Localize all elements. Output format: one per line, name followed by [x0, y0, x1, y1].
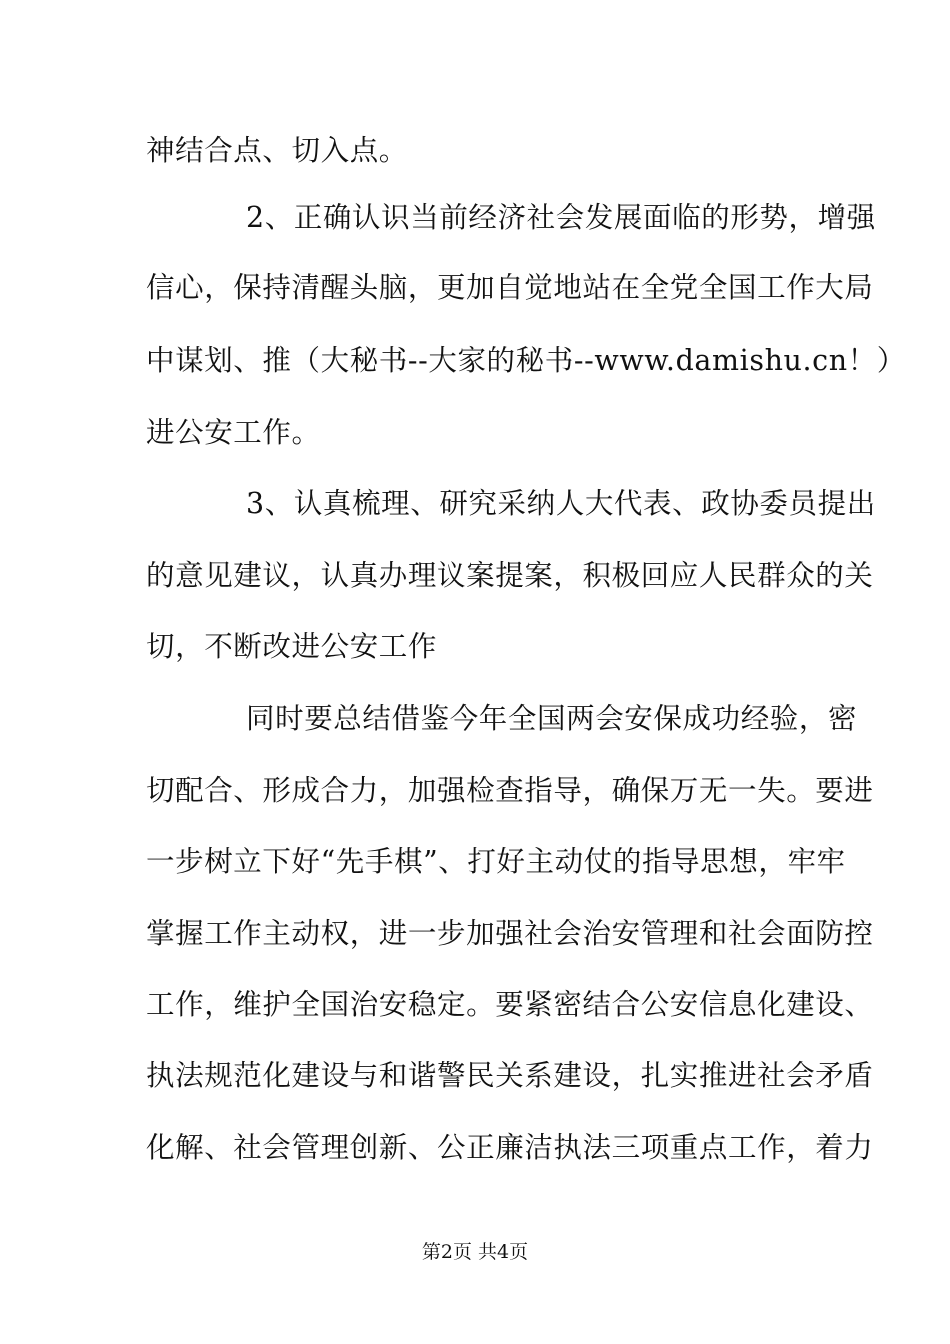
text-line-13: 工作，维护全国治安稳定。要紧密结合公安信息化建设、 [146, 988, 874, 1021]
text-line-8: 切，不断改进公安工作 [146, 630, 438, 663]
text-line-14: 执法规范化建设与和谐警民关系建设，扎实推进社会矛盾 [146, 1059, 874, 1092]
text-line-2: 2、正确认识当前经济社会发展面临的形势，增强 [246, 201, 876, 234]
text-line-15: 化解、社会管理创新、公正廉洁执法三项重点工作，着力 [146, 1131, 874, 1164]
text-line-10: 切配合、形成合力，加强检查指导，确保万无一失。要进 [146, 774, 874, 807]
page-number-footer: 第2页 共4页 [421, 1241, 529, 1263]
text-line-7: 的意见建议，认真办理议案提案，积极回应人民群众的关 [146, 559, 874, 592]
text-line-11: 一步树立下好“先手棋”、打好主动仗的指导思想，牢牢 [146, 845, 846, 878]
text-line-12: 掌握工作主动权，进一步加强社会治安管理和社会面防控 [146, 917, 874, 950]
text-line-9: 同时要总结借鉴今年全国两会安保成功经验，密 [246, 702, 858, 735]
text-line-4: 中谋划、推（大秘书--大家的秘书--www.damishu.cn！） [146, 344, 906, 377]
text-line-1: 神结合点、切入点。 [146, 134, 408, 167]
text-line-6: 3、认真梳理、研究采纳人大代表、政协委员提出 [246, 487, 876, 520]
text-line-3: 信心，保持清醒头脑，更加自觉地站在全党全国工作大局 [146, 271, 874, 304]
text-line-5: 进公安工作。 [146, 416, 321, 449]
